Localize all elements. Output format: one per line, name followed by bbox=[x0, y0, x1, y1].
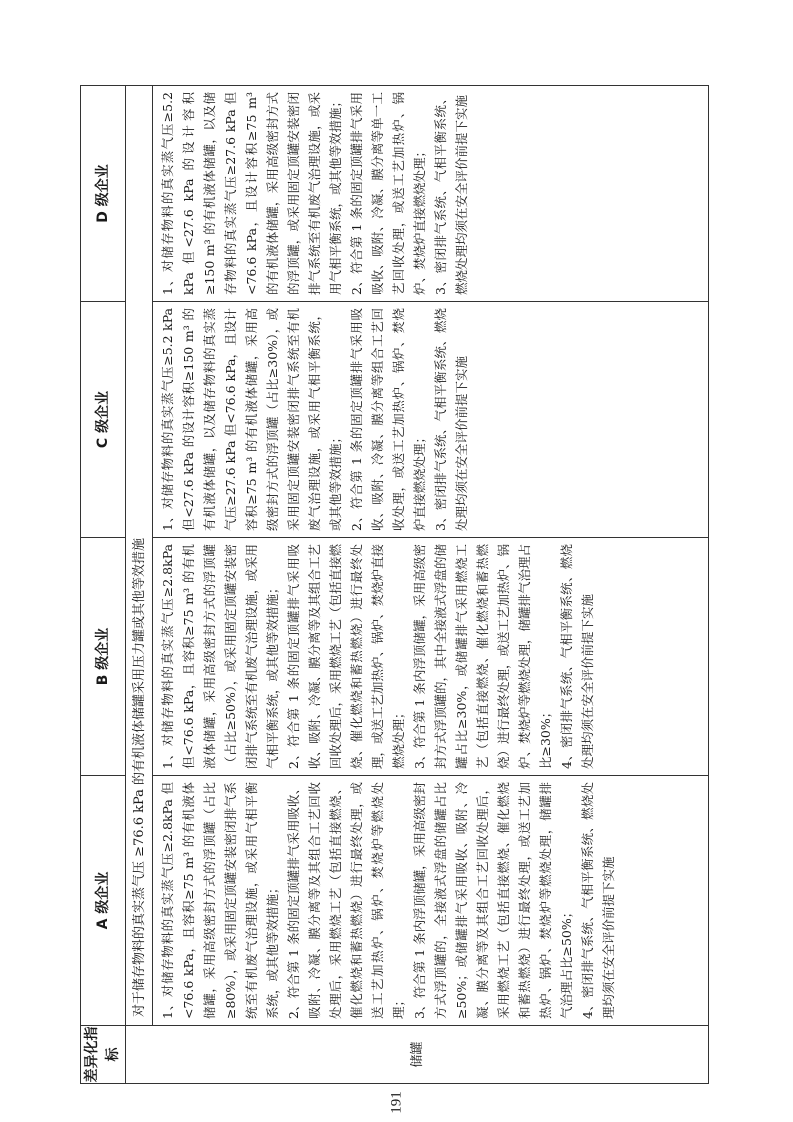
level-a-cell bbox=[153, 776, 709, 1026]
header-level-c: C 级企业 bbox=[81, 302, 126, 538]
measure-note-row bbox=[126, 86, 153, 1084]
level-c-item: 2、符合第 1 条的固定顶罐排气采用吸收、吸附、冷凝、膜分离等组合工艺回收处理，或送工艺加热炉、锅炉、焚烧炉直接燃烧处理； bbox=[349, 308, 427, 531]
header-row bbox=[81, 86, 126, 1084]
level-d-item: 2、符合第 1 条的固定顶罐排气采用吸收、吸附、冷凝、膜分离等单一工艺回收处理，或送工艺加热炉、锅炉、焚烧炉直接燃烧处理； bbox=[349, 92, 427, 295]
level-c-item: 3、密闭排气系统、气相平衡系统、燃烧处理均须在安全评价前提下实施 bbox=[433, 308, 469, 531]
level-a-item: 3、符合第 1 条内浮顶储罐，采用高级密封方式浮顶罐的，全接液式浮盘的储罐占比≥50%；或储罐排气采用吸收、吸附、冷凝、膜分离等及其组合工艺回收处理后，采用燃烧工艺（包括直接燃烧、催化燃烧和蓄热燃烧）进行最终处理，或送工艺加热炉、锅炉、焚烧炉等燃烧处理，储罐排气治理占比≥50%； bbox=[412, 782, 574, 1019]
level-c-cell bbox=[153, 302, 709, 538]
page-number: 191 bbox=[388, 1091, 405, 1114]
level-c-item: 1、对储存物料的真实蒸气压≥5.2 kPa 但<27.6 kPa 的设计容积≥150 m³ 的有机液体储罐，以及储存物料的真实蒸气压≥27.6 kPa 但<76.6 kPa，且设计容积≥75 m³ 的有机液体储罐，采用高级密封方式的浮顶罐（占比≥30%），或采用固定顶罐安装密闭排气系统至有机废气治理设施，或采用气相平衡系统，或其他等效措施； bbox=[160, 308, 343, 531]
level-b-item: 4、密闭排气系统、气相平衡系统、燃烧处理均须在安全评价前提下实施 bbox=[559, 544, 595, 769]
header-level-b: B 级企业 bbox=[81, 538, 126, 776]
emission-control-table bbox=[80, 85, 709, 1084]
level-d-cell bbox=[153, 86, 709, 302]
level-b-item: 1、对储存物料的真实蒸气压≥2.8kPa 但<76.6 kPa，且容积≥75 m³ 的有机液体储罐，采用高级密封方式的浮顶罐（占比≥50%），或采用固定顶罐安装密闭排气系统至有机废气治理设施，或采用气相平衡系统，或其他等效措施； bbox=[160, 543, 280, 769]
level-d-item: 1、对储存物料的真实蒸气压≥5.2 kPa 但<27.6 kPa 的设计容积≥150 m³ 的有机液体储罐，以及储存物料的真实蒸气压≥27.6 kPa 但<76.6 kPa，且设计容积≥75 m³ 的有机液体储罐，采用高级密封方式的浮顶罐，或采用固定顶罐安装密闭排气系统至有机废气治理设施，或采用气相平衡系统，或其他等效措施； bbox=[160, 92, 343, 295]
level-a-item: 2、符合第 1 条的固定顶罐排气采用吸收、吸附、冷凝、膜分离等及其组合工艺回收处理后，采用燃烧工艺（包括直接燃烧、催化燃烧和蓄热燃烧）进行最终处理，或送工艺加热炉、锅炉、焚烧炉等燃烧处理； bbox=[286, 782, 406, 1019]
level-a-item: 1、对储存物料的真实蒸气压≥2.8kPa 但<76.6 kPa，且容积≥75 m³ 的有机液体储罐，采用高级密封方式的浮顶罐（占比≥80%），或采用固定顶罐安装密闭排气系统至有机废气治理设施，或采用气相平衡系统，或其他等效措施； bbox=[160, 782, 280, 1019]
header-level-a: A 级企业 bbox=[81, 776, 126, 1026]
requirements-row bbox=[153, 86, 709, 1084]
measure-note: 对于储存物料的真实蒸气压 ≥76.6 kPa 的有机液体储罐采用压力罐或其他等效措施 bbox=[126, 86, 153, 1026]
level-d-item: 3、密闭排气系统、气相平衡系统、燃烧处理均须在安全评价前提下实施 bbox=[433, 92, 469, 295]
level-b-item: 3、符合第 1 条内浮顶储罐，采用高级密封方式浮顶罐的，其中全接液式浮盘的储罐占比≥30%，或储罐排气采用燃烧工艺（包括直接燃烧、催化燃烧和蓄热燃烧）进行最终处理，或送工艺加热炉、锅炉、焚烧炉等燃烧处理，储罐排气治理占比≥30%； bbox=[412, 543, 553, 769]
header-indicator: 差异化指标 bbox=[81, 1026, 126, 1084]
level-a-item: 4、密闭排气系统、气相平衡系统、燃烧处理均须在安全评价前提下实施 bbox=[580, 782, 616, 1019]
level-b-item: 2、符合第 1 条的固定顶罐排气采用吸收、吸附、冷凝、膜分离等及其组合工艺回收处理后，采用燃烧工艺（包括直接燃烧、催化燃烧和蓄热燃烧）进行最终处理，或送工艺加热炉、锅炉、焚烧炉直接燃烧处理； bbox=[286, 543, 406, 769]
rotated-table-wrapper bbox=[80, 86, 709, 1084]
header-level-d: D 级企业 bbox=[81, 86, 126, 302]
row-label-storage-tank: 储罐 bbox=[126, 1026, 709, 1084]
level-b-cell bbox=[153, 538, 709, 776]
